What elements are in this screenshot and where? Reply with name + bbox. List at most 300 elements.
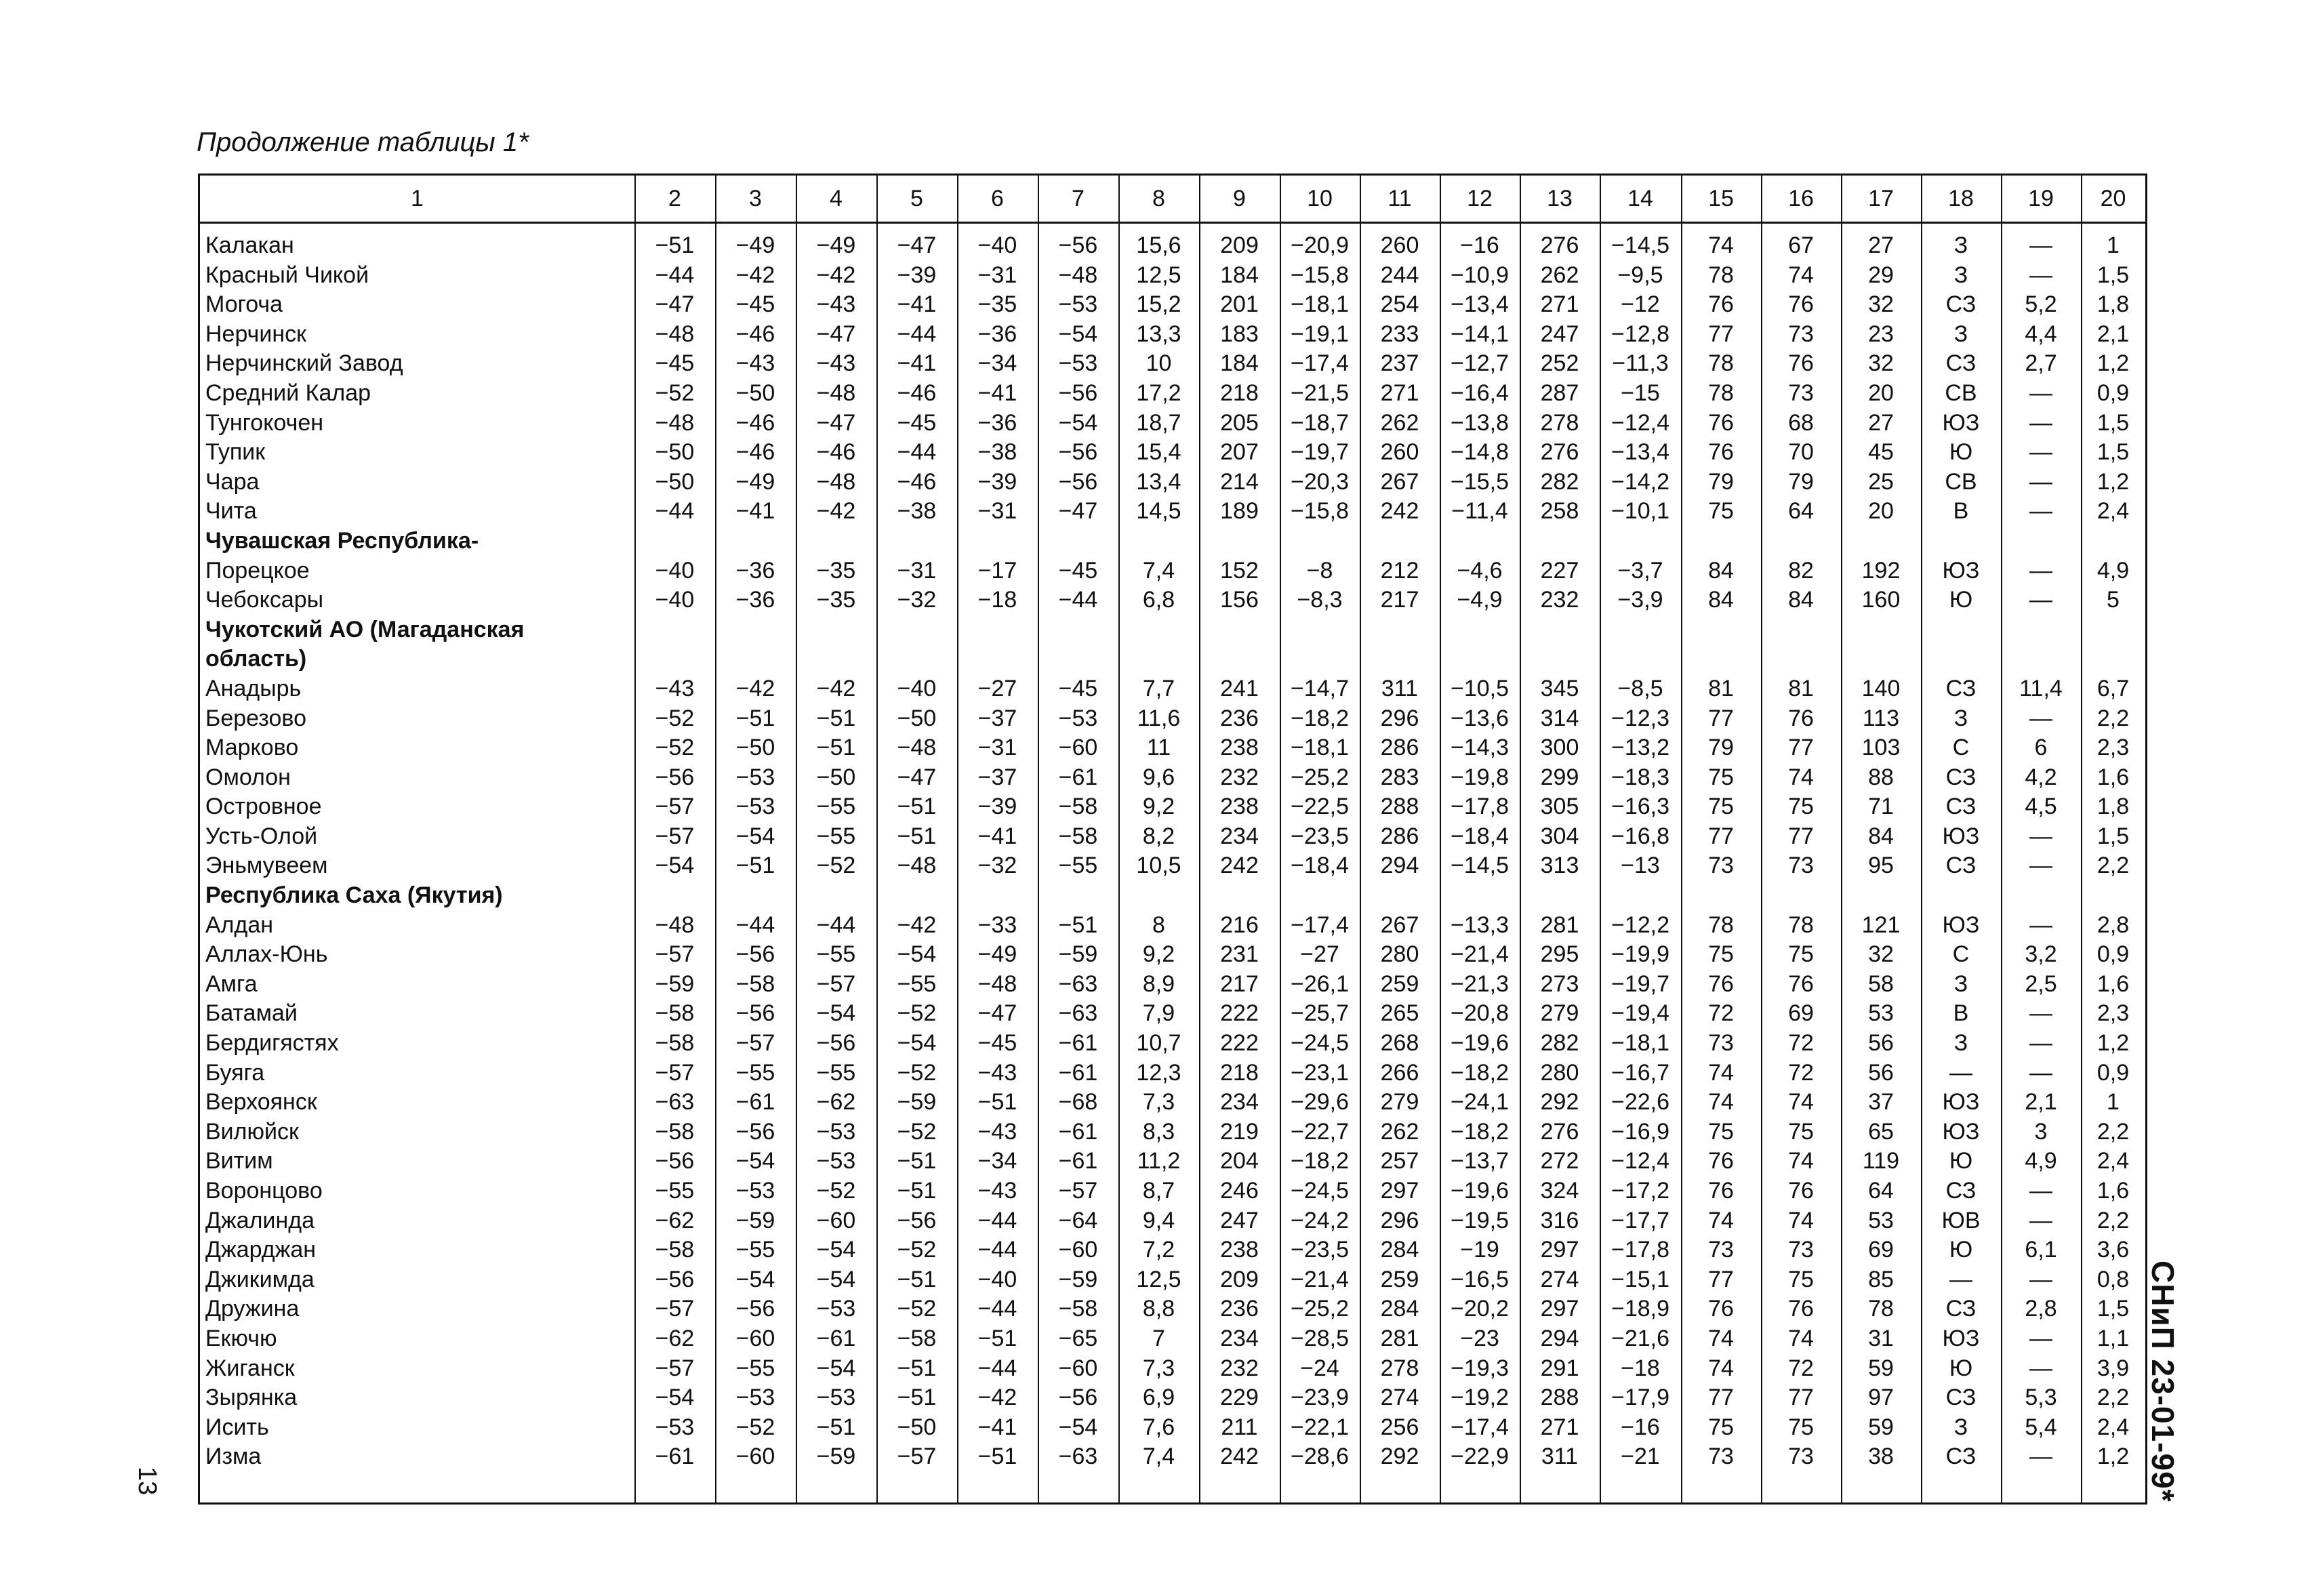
column-header: 18 xyxy=(1948,186,1974,211)
table-cell: 12,5 xyxy=(1136,262,1181,288)
table-cell: −56 xyxy=(655,1148,695,1174)
table-cell: — xyxy=(2029,1000,2052,1027)
station-name: Березово xyxy=(205,705,306,731)
table-cell: 7,3 xyxy=(1142,1355,1175,1381)
column-header: 8 xyxy=(1152,186,1165,211)
table-cell: 242 xyxy=(1380,498,1419,525)
table-cell: −41 xyxy=(977,1414,1017,1440)
table-cell: 59 xyxy=(1868,1414,1894,1440)
station-name: Джикимда xyxy=(205,1266,315,1292)
table-cell: −42 xyxy=(897,912,937,938)
column-divider xyxy=(634,176,636,1502)
column-divider xyxy=(796,176,797,1502)
table-cell: −17,4 xyxy=(1290,912,1350,938)
table-cell: −55 xyxy=(816,794,856,820)
table-cell: 79 xyxy=(1708,468,1734,495)
table-cell: 1 xyxy=(2107,1089,2120,1116)
table-cell: 1,8 xyxy=(2096,794,2130,820)
table-cell: −26,1 xyxy=(1290,970,1350,997)
table-cell: −49 xyxy=(816,232,856,258)
table-cell: −46 xyxy=(897,380,937,406)
table-cell: −59 xyxy=(1058,1266,1098,1292)
table-cell: ЮЗ xyxy=(1942,1118,1980,1145)
table-cell: — xyxy=(2029,1178,2052,1204)
table-cell: СЗ xyxy=(1945,1296,1977,1322)
table-cell: −19,7 xyxy=(1290,439,1350,466)
table-cell: 282 xyxy=(1540,1030,1579,1057)
table-cell: −12,7 xyxy=(1450,350,1509,377)
table-cell: — xyxy=(2029,912,2052,938)
table-cell: 267 xyxy=(1380,468,1419,495)
table-cell: 238 xyxy=(1220,735,1259,761)
table-cell: — xyxy=(2029,380,2052,406)
table-cell: 266 xyxy=(1380,1059,1419,1086)
station-name: Чара xyxy=(205,468,260,495)
table-cell: −39 xyxy=(977,468,1017,495)
table-cell: 2,4 xyxy=(2096,498,2130,525)
table-cell: −44 xyxy=(977,1207,1017,1233)
station-name: Красный Чикой xyxy=(205,262,369,288)
table-cell: −56 xyxy=(1058,380,1098,406)
table-cell: −25,2 xyxy=(1290,764,1350,790)
column-divider xyxy=(1681,176,1682,1502)
table-cell: 20 xyxy=(1868,380,1894,406)
table-cell: −19,6 xyxy=(1450,1178,1509,1204)
table-cell: 1,2 xyxy=(2096,350,2130,377)
table-cell: 3,2 xyxy=(2025,941,2057,968)
table-cell: 18,7 xyxy=(1136,409,1181,436)
table-cell: 77 xyxy=(1708,823,1734,849)
table-cell: 84 xyxy=(1788,587,1814,613)
table-cell: −61 xyxy=(1058,1059,1098,1086)
table-cell: −50 xyxy=(897,705,937,731)
table-cell: −18,2 xyxy=(1290,1148,1350,1174)
table-cell: З xyxy=(1953,705,1968,731)
table-cell: −16,4 xyxy=(1450,380,1509,406)
table-row xyxy=(200,231,2145,261)
table-cell: 75 xyxy=(1788,1266,1814,1292)
table-cell: 156 xyxy=(1220,587,1259,613)
station-name: Бердигястях xyxy=(205,1030,339,1057)
table-cell: 5,4 xyxy=(2025,1414,2057,1440)
table-cell: 76 xyxy=(1788,970,1814,997)
table-cell: 76 xyxy=(1788,350,1814,377)
table-cell: 53 xyxy=(1868,1207,1894,1233)
table-cell: −18,9 xyxy=(1610,1296,1670,1322)
table-cell: −17,4 xyxy=(1450,1414,1509,1440)
table-cell: 74 xyxy=(1788,1325,1814,1351)
table-cell: 11,4 xyxy=(2019,675,2063,701)
station-name: Порецкое xyxy=(205,557,310,584)
table-cell: −58 xyxy=(1058,794,1098,820)
table-cell: −44 xyxy=(977,1296,1017,1322)
table-cell: −19,3 xyxy=(1450,1355,1509,1381)
column-header: 16 xyxy=(1788,186,1814,211)
table-cell: 1,1 xyxy=(2096,1325,2130,1351)
table-cell: −51 xyxy=(897,1355,937,1381)
table-cell: −55 xyxy=(816,941,856,968)
table-cell: 246 xyxy=(1220,1178,1259,1204)
table-cell: −47 xyxy=(897,232,937,258)
table-cell: −61 xyxy=(1058,1148,1098,1174)
table-cell: ЮЗ xyxy=(1942,557,1980,584)
table-cell: 75 xyxy=(1708,941,1734,968)
station-name: Нерчинск xyxy=(205,321,306,347)
table-cell: −54 xyxy=(897,1030,937,1057)
table-cell: 284 xyxy=(1380,1296,1419,1322)
table-cell: −14,8 xyxy=(1450,439,1509,466)
table-cell: −65 xyxy=(1058,1325,1098,1351)
table-cell: 1,5 xyxy=(2096,823,2130,849)
station-name: Анадырь xyxy=(205,675,302,701)
table-cell: 292 xyxy=(1540,1089,1579,1116)
table-cell: −53 xyxy=(1058,350,1098,377)
table-cell: 74 xyxy=(1788,1089,1814,1116)
station-name: Екючю xyxy=(205,1325,277,1351)
table-cell: 73 xyxy=(1708,853,1734,879)
table-cell: −41 xyxy=(977,380,1017,406)
table-cell: −53 xyxy=(735,764,775,790)
table-cell: −17 xyxy=(977,557,1017,584)
table-cell: −50 xyxy=(655,468,695,495)
table-cell: 85 xyxy=(1868,1266,1894,1292)
table-cell: 10,7 xyxy=(1136,1030,1181,1057)
table-cell: 76 xyxy=(1788,1178,1814,1204)
table-cell: 204 xyxy=(1220,1148,1259,1174)
table-cell: 59 xyxy=(1868,1355,1894,1381)
table-cell: −18,4 xyxy=(1450,823,1509,849)
table-cell: −52 xyxy=(735,1414,775,1440)
table-cell: 76 xyxy=(1788,291,1814,318)
table-cell: 294 xyxy=(1380,853,1419,879)
table-cell: −36 xyxy=(735,587,775,613)
table-row xyxy=(200,1118,2145,1147)
column-header: 4 xyxy=(830,186,843,211)
table-cell: 291 xyxy=(1540,1355,1579,1381)
station-name: Дружина xyxy=(205,1296,300,1322)
table-cell: −39 xyxy=(977,794,1017,820)
table-cell: — xyxy=(2029,1325,2052,1351)
table-cell: 81 xyxy=(1708,675,1734,701)
table-cell: −16,8 xyxy=(1610,823,1670,849)
table-cell: −56 xyxy=(1058,232,1098,258)
table-cell: 69 xyxy=(1788,1000,1814,1027)
table-cell: 76 xyxy=(1708,439,1734,466)
table-cell: −55 xyxy=(897,970,937,997)
table-cell: −24,1 xyxy=(1450,1089,1509,1116)
table-cell: 1,2 xyxy=(2096,1444,2130,1470)
region-name: область) xyxy=(205,646,307,672)
table-cell: 2,1 xyxy=(2025,1089,2057,1116)
table-cell: −58 xyxy=(1058,1296,1098,1322)
table-cell: −58 xyxy=(655,1030,695,1057)
table-cell: — xyxy=(2029,1059,2052,1086)
table-cell: 9,2 xyxy=(1142,941,1175,968)
table-cell: −56 xyxy=(816,1030,856,1057)
table-cell: −11,4 xyxy=(1451,498,1508,525)
table-cell: −51 xyxy=(897,1385,937,1411)
table-cell: −19,4 xyxy=(1610,1000,1670,1027)
table-cell: −68 xyxy=(1058,1089,1098,1116)
table-row xyxy=(200,911,2145,941)
table-cell: −19,6 xyxy=(1450,1030,1509,1057)
station-name: Буяга xyxy=(205,1059,265,1086)
station-name: Джарджан xyxy=(205,1237,317,1263)
table-cell: — xyxy=(2029,705,2052,731)
table-cell: −48 xyxy=(816,380,856,406)
table-cell: −48 xyxy=(816,468,856,495)
table-cell: 0,8 xyxy=(2096,1266,2130,1292)
table-cell: −52 xyxy=(897,1118,937,1145)
table-row xyxy=(200,704,2145,734)
table-cell: −47 xyxy=(816,321,856,347)
table-cell: 281 xyxy=(1540,912,1579,938)
table-cell: 76 xyxy=(1708,1148,1734,1174)
table-cell: 209 xyxy=(1220,1266,1259,1292)
table-row xyxy=(200,290,2145,320)
table-cell: 2,2 xyxy=(2096,1207,2130,1233)
table-cell: −40 xyxy=(897,675,937,701)
table-cell: 53 xyxy=(1868,1000,1894,1027)
table-cell: −15,8 xyxy=(1290,262,1350,288)
table-row xyxy=(200,1413,2145,1443)
table-cell: 297 xyxy=(1380,1178,1419,1204)
table-cell: −18,2 xyxy=(1450,1059,1509,1086)
table-cell: −45 xyxy=(977,1030,1017,1057)
table-cell: 5,3 xyxy=(2025,1385,2057,1411)
table-cell: 74 xyxy=(1788,1148,1814,1174)
table-cell: 77 xyxy=(1708,1266,1734,1292)
table-cell: −17,2 xyxy=(1610,1178,1670,1204)
table-cell: −43 xyxy=(816,350,856,377)
table-cell: 265 xyxy=(1380,1000,1419,1027)
table-cell: −54 xyxy=(816,1000,856,1027)
table-cell: — xyxy=(2029,409,2052,436)
table-cell: 0,9 xyxy=(2096,380,2130,406)
column-divider xyxy=(1280,176,1281,1502)
table-cell: В xyxy=(1953,498,1969,525)
table-cell: −54 xyxy=(897,941,937,968)
table-cell: 32 xyxy=(1868,941,1894,968)
table-cell: −17,4 xyxy=(1290,350,1350,377)
table-cell: 77 xyxy=(1708,1385,1734,1411)
table-row xyxy=(200,1176,2145,1206)
table-cell: −55 xyxy=(816,823,856,849)
table-cell: −22,5 xyxy=(1290,794,1350,820)
table-cell: С xyxy=(1952,735,1970,761)
table-cell: −16,3 xyxy=(1610,794,1670,820)
table-cell: −60 xyxy=(735,1444,775,1470)
table-cell: −45 xyxy=(1058,557,1098,584)
table-cell: 259 xyxy=(1380,970,1419,997)
column-divider xyxy=(1118,176,1120,1502)
table-cell: 184 xyxy=(1220,350,1259,377)
table-cell: 1,5 xyxy=(2096,439,2130,466)
table-cell: 2,4 xyxy=(2096,1414,2130,1440)
table-cell: 262 xyxy=(1380,409,1419,436)
table-cell: 262 xyxy=(1380,1118,1419,1145)
table-cell: −55 xyxy=(655,1178,695,1204)
station-name: Тупик xyxy=(205,439,266,466)
table-cell: −33 xyxy=(977,912,1017,938)
table-cell: 4,9 xyxy=(2096,557,2130,584)
table-cell: −14,5 xyxy=(1610,232,1670,258)
table-cell: −52 xyxy=(655,705,695,731)
table-cell: −52 xyxy=(897,1000,937,1027)
table-cell: −11,3 xyxy=(1612,350,1669,377)
table-cell: ЮВ xyxy=(1941,1207,1981,1233)
table-cell: −42 xyxy=(816,262,856,288)
table-cell: 71 xyxy=(1868,794,1894,820)
document-code-label: СНиП 23-01-99* xyxy=(2145,1261,2181,1502)
table-cell: −25,7 xyxy=(1290,1000,1350,1027)
table-cell: 38 xyxy=(1868,1444,1894,1470)
table-cell: −28,6 xyxy=(1290,1444,1350,1470)
table-cell: 260 xyxy=(1380,232,1419,258)
table-cell: −57 xyxy=(655,1296,695,1322)
table-cell: −13,8 xyxy=(1450,409,1509,436)
table-cell: СВ xyxy=(1945,468,1977,495)
table-cell: 211 xyxy=(1221,1414,1258,1440)
table-cell: −13,7 xyxy=(1450,1148,1509,1174)
table-cell: 345 xyxy=(1540,675,1579,701)
table-cell: −27 xyxy=(1300,941,1339,968)
table-cell: 304 xyxy=(1540,823,1579,849)
station-name: Джалинда xyxy=(205,1207,315,1233)
table-cell: −4,6 xyxy=(1457,557,1503,584)
table-cell: −47 xyxy=(816,409,856,436)
table-row xyxy=(200,1383,2145,1413)
table-cell: 218 xyxy=(1220,380,1259,406)
table-cell: 58 xyxy=(1868,970,1894,997)
table-cell: 8 xyxy=(1152,912,1165,938)
station-name: Марково xyxy=(205,735,299,761)
table-cell: −40 xyxy=(977,1266,1017,1292)
table-cell: 7,4 xyxy=(1142,557,1175,584)
table-cell: 72 xyxy=(1788,1030,1814,1057)
table-cell: −49 xyxy=(977,941,1017,968)
table-cell: −10,1 xyxy=(1610,498,1670,525)
table-cell: −60 xyxy=(735,1325,775,1351)
table-cell: 82 xyxy=(1788,557,1814,584)
table-cell: −21,3 xyxy=(1450,970,1509,997)
table-cell: −42 xyxy=(816,675,856,701)
table-cell: −12,8 xyxy=(1610,321,1670,347)
table-cell: −3,7 xyxy=(1617,557,1663,584)
table-cell: −54 xyxy=(1058,321,1098,347)
table-cell: −23,9 xyxy=(1290,1385,1350,1411)
table-cell: −16 xyxy=(1621,1414,1660,1440)
table-cell: 64 xyxy=(1788,498,1814,525)
table-cell: 297 xyxy=(1540,1296,1579,1322)
table-header-row xyxy=(200,176,2145,224)
station-name: Изма xyxy=(205,1444,262,1470)
table-cell: — xyxy=(2029,587,2052,613)
station-name: Эньмувеем xyxy=(205,853,328,879)
table-cell: — xyxy=(2029,468,2052,495)
table-cell: 207 xyxy=(1220,439,1259,466)
table-cell: 258 xyxy=(1540,498,1579,525)
table-cell: −58 xyxy=(735,970,775,997)
table-row xyxy=(200,1059,2145,1088)
table-cell: 77 xyxy=(1788,1385,1814,1411)
table-cell: −23,5 xyxy=(1290,823,1350,849)
table-row xyxy=(200,409,2145,438)
table-cell: 242 xyxy=(1220,1444,1259,1470)
table-cell: −20,3 xyxy=(1290,468,1350,495)
table-cell: 75 xyxy=(1788,1118,1814,1145)
table-cell: −38 xyxy=(897,498,937,525)
table-cell: −54 xyxy=(1058,409,1098,436)
table-cell: 2,5 xyxy=(2025,970,2057,997)
table-cell: −47 xyxy=(655,291,695,318)
table-cell: −56 xyxy=(735,1296,775,1322)
table-cell: 242 xyxy=(1220,853,1259,879)
station-name: Жиганск xyxy=(205,1355,295,1381)
table-cell: 236 xyxy=(1220,1296,1259,1322)
table-cell: СЗ xyxy=(1945,675,1977,701)
table-cell: −13,4 xyxy=(1450,291,1509,318)
table-cell: 305 xyxy=(1540,794,1579,820)
table-cell: −48 xyxy=(977,970,1017,997)
table-cell: −43 xyxy=(816,291,856,318)
table-cell: 1,6 xyxy=(2096,1178,2130,1204)
table-cell: −41 xyxy=(897,291,937,318)
table-cell: −59 xyxy=(897,1089,937,1116)
table-cell: −62 xyxy=(816,1089,856,1116)
table-cell: −23,5 xyxy=(1290,1237,1350,1263)
table-cell: 278 xyxy=(1380,1355,1419,1381)
table-cell: 271 xyxy=(1540,1414,1579,1440)
table-cell: 27 xyxy=(1868,232,1894,258)
table-row xyxy=(200,1354,2145,1384)
table-cell: −44 xyxy=(1058,587,1098,613)
table-cell: 4,5 xyxy=(2025,794,2057,820)
table-cell: 294 xyxy=(1540,1325,1579,1351)
table-cell: З xyxy=(1953,232,1968,258)
table-cell: 4,2 xyxy=(2025,764,2057,790)
table-cell: 299 xyxy=(1540,764,1579,790)
table-cell: −21 xyxy=(1621,1444,1660,1470)
table-cell: 276 xyxy=(1540,1118,1579,1145)
table-cell: 1,6 xyxy=(2096,970,2130,997)
table-row xyxy=(200,468,2145,497)
table-cell: −18,1 xyxy=(1290,291,1350,318)
table-cell: −60 xyxy=(1058,1237,1098,1263)
table-cell: 8,7 xyxy=(1142,1178,1175,1204)
table-cell: −19,8 xyxy=(1450,764,1509,790)
table-cell: −42 xyxy=(735,675,775,701)
table-cell: −61 xyxy=(1058,764,1098,790)
station-name: Алдан xyxy=(205,912,274,938)
table-cell: 9,2 xyxy=(1142,794,1175,820)
table-cell: −54 xyxy=(1058,1414,1098,1440)
table-cell: 2,2 xyxy=(2096,1118,2130,1145)
table-cell: −51 xyxy=(897,823,937,849)
table-cell: Ю xyxy=(1949,1148,1973,1174)
table-cell: −52 xyxy=(816,853,856,879)
table-cell: 2,4 xyxy=(2096,1148,2130,1174)
table-cell: −63 xyxy=(1058,1444,1098,1470)
table-cell: СЗ xyxy=(1945,794,1977,820)
table-cell: 76 xyxy=(1708,409,1734,436)
column-divider xyxy=(1199,176,1200,1502)
table-cell: 76 xyxy=(1708,1296,1734,1322)
table-cell: З xyxy=(1953,1414,1968,1440)
table-cell: −8,3 xyxy=(1297,587,1343,613)
table-row xyxy=(200,1088,2145,1118)
table-cell: 219 xyxy=(1220,1118,1259,1145)
